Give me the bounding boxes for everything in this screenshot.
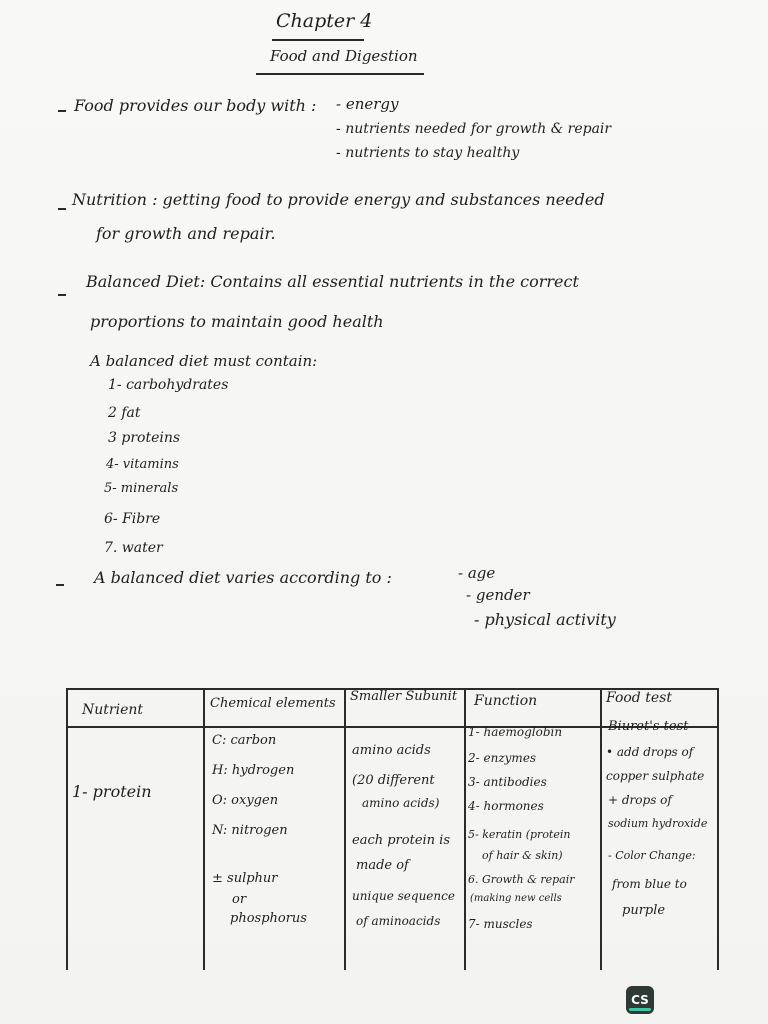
table-cell-element: or bbox=[232, 892, 247, 907]
balanced-list-item: 6- Fibre bbox=[104, 511, 161, 527]
balanced-list-item: 2 fat bbox=[108, 405, 141, 421]
table-column-border bbox=[464, 688, 466, 970]
page-subtitle: Food and Digestion bbox=[270, 47, 418, 65]
table-cell-food-test: copper sulphate bbox=[606, 769, 705, 783]
table-cell-function: 2- enzymes bbox=[468, 751, 537, 765]
balanced-line: proportions to maintain good health bbox=[90, 312, 384, 331]
food-item: - energy bbox=[336, 95, 399, 113]
bullet-dash bbox=[58, 294, 66, 296]
table-cell-subunit: of aminoacids bbox=[356, 914, 441, 928]
table-cell-subunit: made of bbox=[356, 858, 409, 873]
balanced-list-item: 7. water bbox=[104, 540, 163, 556]
balanced-must-label: A balanced diet must contain: bbox=[90, 352, 318, 370]
table-column-border bbox=[66, 688, 68, 970]
food-label: Food provides our body with : bbox=[74, 96, 317, 115]
table-cell-food-test: • add drops of bbox=[606, 745, 694, 759]
table-cell-subunit: unique sequence bbox=[352, 889, 455, 903]
table-cell-element: N: nitrogen bbox=[212, 823, 288, 838]
table-cell-food-test: Biuret's test bbox=[608, 719, 689, 734]
table-cell-element: O: oxygen bbox=[212, 793, 279, 808]
food-item: - nutrients needed for growth & repair bbox=[336, 121, 612, 137]
table-header-elements: Chemical elements bbox=[210, 696, 336, 711]
balanced-list-item: 1- carbohydrates bbox=[108, 377, 229, 393]
subtitle-underline bbox=[256, 73, 424, 75]
bullet-dash bbox=[58, 208, 66, 210]
camscanner-logo-text: CS bbox=[631, 993, 649, 1007]
table-column-border bbox=[203, 688, 205, 970]
table-cell-subunit: amino acids bbox=[352, 743, 431, 758]
table-header-subunit: Smaller Subunit bbox=[350, 689, 458, 704]
varies-label: A balanced diet varies according to : bbox=[94, 568, 392, 587]
varies-item: - age bbox=[458, 564, 496, 582]
table-cell-function: 4- hormones bbox=[468, 799, 544, 813]
table-cell-subunit: each protein is bbox=[352, 833, 451, 848]
table-cell-function: 6. Growth & repair bbox=[468, 873, 575, 886]
table-cell-food-test: - Color Change: bbox=[608, 849, 696, 862]
table-header-function: Function bbox=[474, 693, 538, 709]
varies-item: - gender bbox=[466, 586, 530, 604]
table-column-border bbox=[600, 688, 602, 970]
table-cell-food-test: from blue to bbox=[612, 877, 687, 891]
table-cell-food-test: + drops of bbox=[608, 793, 672, 807]
table-cell-function: 5- keratin (protein bbox=[468, 828, 571, 841]
table-column-border bbox=[344, 688, 346, 970]
table-cell-nutrient: 1- protein bbox=[72, 782, 152, 801]
table-cell-function: 7- muscles bbox=[468, 917, 533, 931]
title-underline bbox=[272, 39, 364, 41]
balanced-list-item: 3 proteins bbox=[108, 430, 181, 446]
table-cell-function: of hair & skin) bbox=[482, 849, 563, 862]
table-cell-function: (making new cells bbox=[470, 893, 562, 904]
page-title: Chapter 4 bbox=[276, 10, 373, 32]
table-header-nutrient: Nutrient bbox=[82, 702, 143, 718]
table-cell-food-test: sodium hydroxide bbox=[608, 817, 708, 830]
table-cell-element: H: hydrogen bbox=[212, 763, 295, 778]
camscanner-logo bbox=[626, 986, 654, 1014]
bullet-dash bbox=[56, 584, 64, 586]
balanced-list-item: 4- vitamins bbox=[106, 457, 179, 472]
table-column-border bbox=[717, 688, 719, 970]
bullet-dash bbox=[58, 110, 66, 112]
table-cell-element: C: carbon bbox=[212, 733, 277, 748]
table-cell-function: 3- antibodies bbox=[468, 775, 547, 789]
table-cell-subunit: (20 different bbox=[352, 773, 435, 788]
table-cell-element: phosphorus bbox=[230, 911, 307, 926]
table-header-food-test: Food test bbox=[606, 690, 672, 706]
table-cell-subunit: amino acids) bbox=[362, 796, 440, 810]
nutrition-line: Nutrition : getting food to provide energy and substances needed bbox=[72, 190, 605, 209]
varies-item: - physical activity bbox=[474, 610, 616, 629]
table-cell-element: ± sulphur bbox=[212, 871, 278, 886]
table-cell-function: 1- haemoglobin bbox=[468, 725, 563, 739]
nutrition-line: for growth and repair. bbox=[96, 224, 276, 243]
balanced-line: Balanced Diet: Contains all essential nutrients in the correct bbox=[86, 272, 579, 291]
food-item: - nutrients to stay healthy bbox=[336, 145, 520, 161]
table-cell-food-test: purple bbox=[622, 903, 666, 918]
balanced-list-item: 5- minerals bbox=[104, 481, 179, 496]
